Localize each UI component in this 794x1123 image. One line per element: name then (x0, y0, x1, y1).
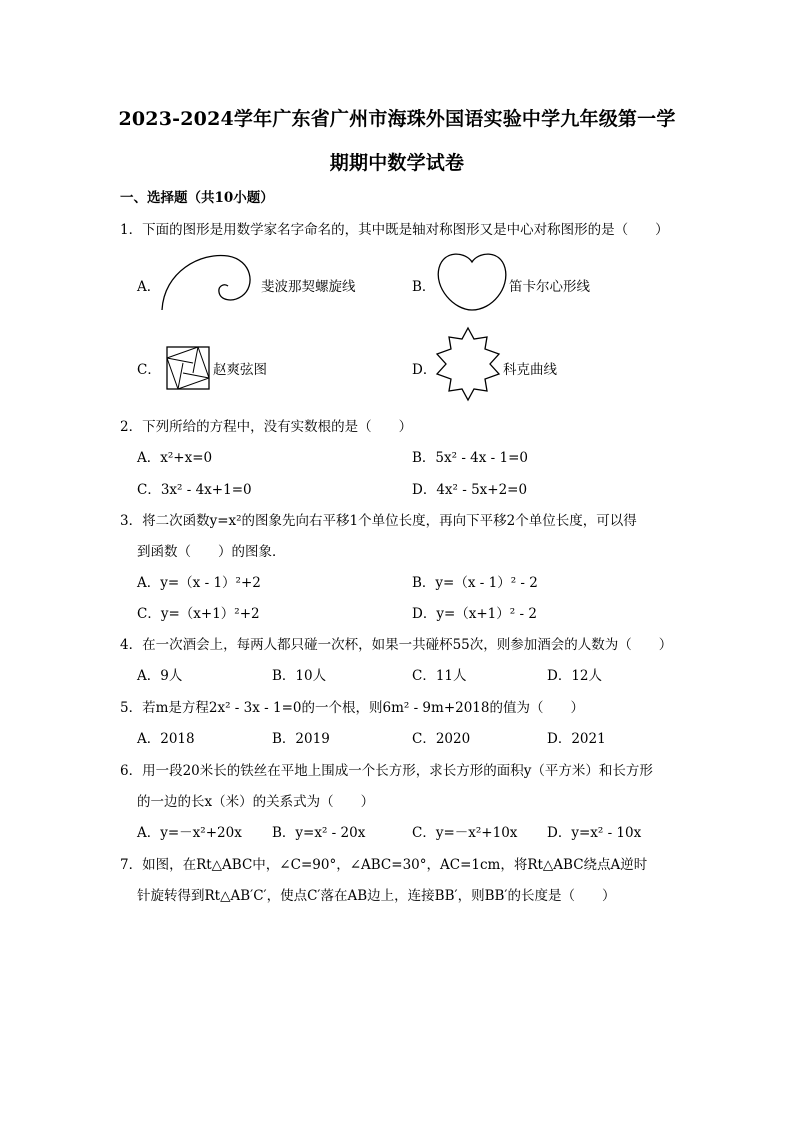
q1-option-d-label: 科克曲线 (503, 362, 557, 378)
q3-option-c: C．y=（x+1）²+2 (137, 606, 260, 622)
q3-option-d: D．y=（x+1）² - 2 (412, 606, 537, 622)
question-6-stem-line-1: 6．用一段20米长的铁丝在平地上围成一个长方形，求长方形的面积y（平方米）和长方形 (120, 763, 653, 779)
q1-option-d-letter: D． (412, 362, 437, 378)
q1-option-c-letter: C． (137, 362, 161, 378)
cardioid-figure (436, 250, 508, 312)
q1-option-a-letter: A． (137, 279, 161, 295)
q4-option-b: B．10人 (272, 668, 327, 684)
question-6-stem-line-2: 的一边的长x（米）的关系式为（ ） (137, 794, 375, 810)
q5-option-b: B．2019 (272, 731, 330, 747)
q1-option-a-label: 斐波那契螺旋线 (261, 279, 356, 295)
question-7-stem-line-1: 7．如图，在Rt△ABC中，∠C=90°，∠ABC=30°，AC=1cm，将Rt△ABC绕点A逆时 (120, 857, 648, 873)
q6-option-c: C．y=－x²+10x (412, 825, 518, 841)
question-3-stem-line-2: 到函数（ ）的图象． (137, 544, 286, 560)
q4-option-a: A．9人 (137, 668, 183, 684)
q5-option-d: D．2021 (547, 731, 606, 747)
question-5-stem: 5．若m是方程2x² - 3x - 1=0的一个根，则6m² - 9m+2018的值为（ ） (120, 700, 584, 716)
q2-option-c: C．3x² - 4x+1=0 (137, 482, 252, 498)
q3-option-a: A．y=（x - 1）²+2 (137, 575, 261, 591)
fibonacci-spiral-figure (160, 252, 260, 312)
question-3-stem-line-1: 3．将二次函数y=x²的图象先向右平移1个单位长度，再向下平移2个单位长度，可以得 (120, 513, 637, 529)
q2-option-a: A．x²+x=0 (137, 450, 213, 466)
q2-option-d: D．4x² - 5x+2=0 (412, 482, 528, 498)
question-7-stem-line-2: 针旋转得到Rt△AB′C′，使点C′落在AB边上，连接BB′，则BB′的长度是（ ） (137, 888, 616, 904)
koch-snowflake-figure (432, 326, 504, 402)
q6-option-a: A．y=－x²+20x (137, 825, 242, 841)
page-title-line-2: 期期中数学试卷 (329, 152, 465, 174)
q3-option-b: B．y=（x - 1）² - 2 (412, 575, 538, 591)
zhao-shuang-diagram-figure (166, 346, 210, 390)
q1-option-c-label: 赵爽弦图 (213, 362, 267, 378)
q4-option-c: C．11人 (412, 668, 467, 684)
page-title-line-1: 2023-2024学年广东省广州市海珠外国语实验中学九年级第一学 (118, 108, 676, 130)
q5-option-a: A．2018 (137, 731, 195, 747)
question-4-stem: 4．在一次酒会上，每两人都只碰一次杯，如果一共碰杯55次，则参加酒会的人数为（ ） (120, 637, 673, 653)
question-1-stem: 1．下面的图形是用数学家名字命名的，其中既是轴对称图形又是中心对称图形的是（ ） (120, 222, 669, 238)
q6-option-d: D．y=x² - 10x (547, 825, 642, 841)
q2-option-b: B．5x² - 4x - 1=0 (412, 450, 529, 466)
q1-option-b-label: 笛卡尔心形线 (509, 279, 590, 295)
q6-option-b: B．y=x² - 20x (272, 825, 366, 841)
q4-option-d: D．12人 (547, 668, 603, 684)
section-heading: 一、选择题（共10小题） (120, 190, 274, 206)
q5-option-c: C．2020 (412, 731, 471, 747)
question-2-stem: 2．下列所给的方程中，没有实数根的是（ ） (120, 419, 413, 435)
q1-option-b-letter: B． (412, 279, 436, 295)
